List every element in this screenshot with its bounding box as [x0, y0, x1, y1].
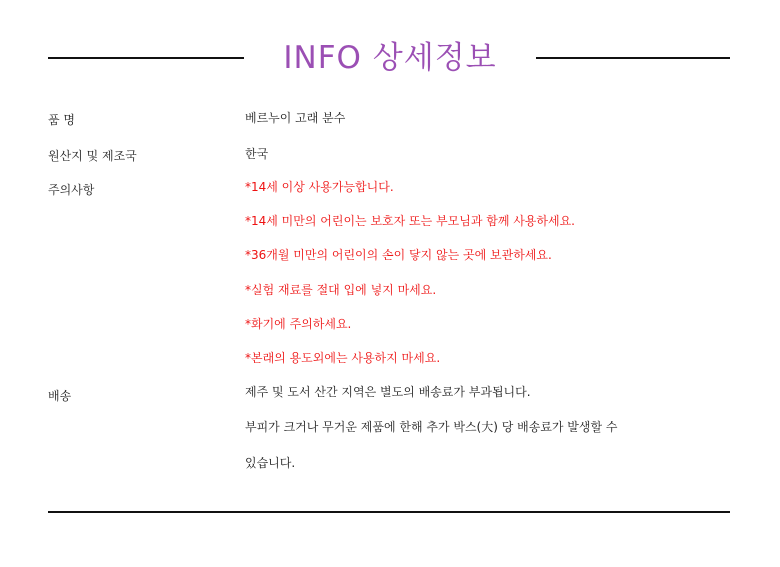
header-rule-right	[536, 57, 730, 59]
caution-item: *본래의 용도외에는 사용하지 마세요.	[245, 351, 441, 365]
product-name-value: 베르누이 고래 분수	[245, 111, 346, 125]
shipping-label: 배송	[48, 389, 72, 403]
shipping-line: 제주 및 도서 산간 지역은 별도의 배송료가 부과됩니다.	[245, 385, 531, 399]
page-title: INFO 상세정보	[283, 40, 497, 76]
shipping-line: 있습니다.	[245, 456, 296, 470]
header-rule-left	[48, 57, 244, 59]
product-name-label: 품 명	[48, 113, 75, 127]
caution-item: *14세 이상 사용가능합니다.	[245, 180, 394, 194]
origin-value: 한국	[245, 147, 269, 161]
caution-item: *36개월 미만의 어린이의 손이 닿지 않는 곳에 보관하세요.	[245, 248, 552, 262]
caution-item: *14세 미만의 어린이는 보호자 또는 부모님과 함께 사용하세요.	[245, 214, 575, 228]
cautions-label: 주의사항	[48, 183, 95, 197]
caution-item: *실험 재료를 절대 입에 넣지 마세요.	[245, 283, 437, 297]
origin-label: 원산지 및 제조국	[48, 149, 137, 163]
shipping-line: 부피가 크거나 무거운 제품에 한해 추가 박스(大) 당 배송료가 발생할 수	[245, 420, 618, 434]
caution-item: *화기에 주의하세요.	[245, 317, 352, 331]
footer-rule	[48, 511, 730, 513]
